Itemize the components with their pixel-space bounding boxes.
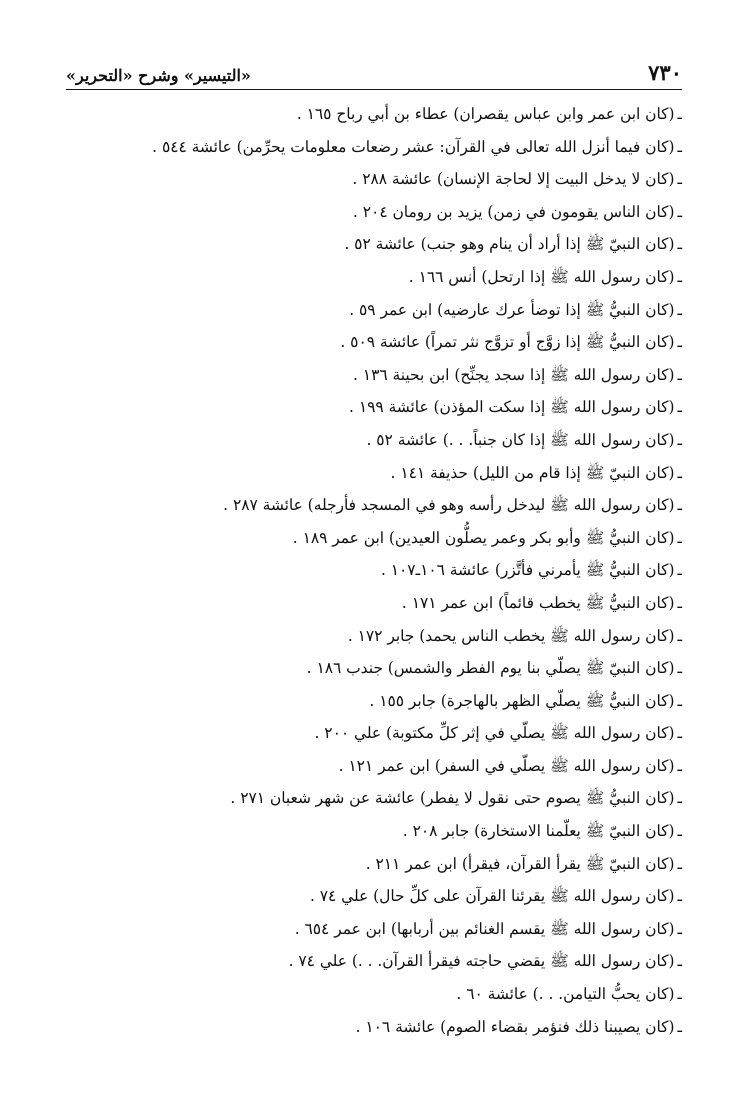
entry-dash: ـ [677, 105, 682, 123]
entry-text: (كان رسول الله ﷺ ليدخل رأسه وهو في المسجد فأرجله) عائشة ٢٨٧ . [223, 496, 675, 515]
entry-dash: ـ [677, 528, 682, 547]
entry-dash: ـ [677, 593, 682, 612]
index-entry [60, 424, 682, 457]
entry-dash: ـ [677, 235, 682, 254]
entry-dash: ـ [677, 919, 682, 938]
index-entry [60, 457, 682, 490]
index-entry [60, 196, 682, 229]
index-entry [60, 294, 682, 327]
entry-text: (كان النبيّ ﷺ يعلّمنا الاستخارة) جابر ٢٠٨ . [402, 822, 675, 841]
index-entry [60, 1011, 682, 1044]
hadith-index-list [60, 98, 682, 1043]
entry-dash: ـ [677, 822, 682, 841]
entry-dash: ـ [677, 887, 682, 906]
entry-text: (كان رسول الله ﷺ يصلّي في إثر كلِّ مكتوبة) علي ٢٠٠ . [314, 724, 675, 743]
entry-text: (كان النبيُّ ﷺ يأمرني فأتَّزر) عائشة ١٠٦ـ١٠٧ . [380, 561, 675, 580]
entry-text: (كان رسول الله ﷺ إذا ارتحل) أنس ١٦٦ . [408, 267, 675, 286]
entry-text: (كان الناس يقومون في زمن) يزيد بن رومان ٢٠٤ . [352, 202, 675, 221]
index-entry [60, 620, 682, 653]
entry-dash: ـ [677, 1017, 682, 1036]
index-entry [60, 98, 682, 131]
entry-dash: ـ [677, 333, 682, 352]
entry-dash: ـ [677, 398, 682, 417]
entry-dash: ـ [677, 724, 682, 743]
index-entry [60, 652, 682, 685]
entry-dash: ـ [677, 170, 682, 189]
entry-text: (كان رسول الله ﷺ يصلّي في السفر) ابن عمر ١٢١ . [338, 756, 675, 775]
entry-dash: ـ [677, 756, 682, 775]
entry-dash: ـ [677, 789, 682, 808]
entry-text: (كان فيما أنزل الله تعالى في القرآن: عشر رضعات معلومات يحرِّمن) عائشة ٥٤٤ . [152, 137, 675, 156]
entry-text: (كان رسول الله ﷺ يقضي حاجته فيقرأ القرآن. . .) علي ٧٤ . [288, 952, 675, 971]
entry-dash: ـ [677, 430, 682, 449]
index-entry [60, 554, 682, 587]
entry-dash: ـ [677, 496, 682, 515]
index-entry [60, 163, 682, 196]
entry-text: (كان النبيّ ﷺ يقرأ القرآن، فيقرأ) ابن عمر ٢١١ . [365, 854, 675, 873]
entry-text: (كان النبيُّ ﷺ إذا زوَّج أو تزوَّج نثر تمراً) عائشة ٥٠٩ . [340, 333, 675, 352]
entry-dash: ـ [677, 300, 682, 319]
index-entry [60, 131, 682, 164]
index-entry [60, 489, 682, 522]
entry-text: (كان النبيُّ ﷺ وأبو بكر وعمر يصلُّون العيدين) ابن عمر ١٨٩ . [292, 528, 675, 547]
entry-text: (كان رسول الله ﷺ إذا كان جنباً. . .) عائشة ٥٢ . [366, 430, 675, 449]
entry-text: (كان النبيّ ﷺ إذا أراد أن ينام وهو جنب) عائشة ٥٢ . [344, 235, 675, 254]
book-title: «التيسير» وشرح «التحرير» [66, 66, 251, 85]
entry-text: (كان النبيُّ ﷺ يصلّي الظهر بالهاجرة) جابر ١٥٥ . [369, 691, 675, 710]
index-entry [60, 750, 682, 783]
index-entry [60, 261, 682, 294]
index-entry [60, 978, 682, 1011]
index-entry [60, 522, 682, 555]
entry-text: (كان ابن عمر وابن عباس يقصران) عطاء بن أبي رباح ١٦٥ . [296, 105, 675, 123]
entry-text: (كان رسول الله ﷺ يخطب الناس يحمد) جابر ١٧٢ . [347, 626, 675, 645]
index-entry [60, 685, 682, 718]
entry-text: (كان لا يدخل البيت إلا لحاجة الإنسان) عائشة ٢٨٨ . [352, 170, 675, 189]
entry-text: (كان رسول الله ﷺ يقسم الغنائم بين أربابها) ابن عمر ٦٥٤ . [294, 919, 675, 938]
entry-dash: ـ [677, 365, 682, 384]
entry-dash: ـ [677, 691, 682, 710]
entry-dash: ـ [677, 137, 682, 156]
index-entry [60, 359, 682, 392]
entry-text: (كان النبيُّ ﷺ يصوم حتى نقول لا يفطر) عائشة عن شهر شعبان ٢٧١ . [230, 789, 675, 808]
entry-text: (كان النبيُّ ﷺ إذا توضأ عرك عارضيه) ابن عمر ٥٩ . [349, 300, 675, 319]
index-entry [60, 782, 682, 815]
entry-dash: ـ [677, 659, 682, 678]
entry-text: (كان يصيبنا ذلك فنؤمر بقضاء الصوم) عائشة ١٠٦ . [355, 1017, 675, 1036]
page-number: ٧٣٠ [648, 60, 682, 85]
entry-dash: ـ [677, 463, 682, 482]
entry-text: (كان النبيُّ ﷺ يخطب قائماً) ابن عمر ١٧١ . [401, 593, 675, 612]
entry-dash: ـ [677, 561, 682, 580]
index-entry [60, 945, 682, 978]
index-entry [60, 326, 682, 359]
entry-text: (كان رسول الله ﷺ إذا سجد يجنِّح) ابن بحينة ١٣٦ . [353, 365, 675, 384]
entry-text: (كان يحبُّ التيامن. . .) عائشة ٦٠ . [456, 985, 675, 1004]
entry-dash: ـ [677, 854, 682, 873]
index-entry [60, 913, 682, 946]
entry-text: (كان رسول الله ﷺ إذا سكت المؤذن) عائشة ١٩٩ . [349, 398, 675, 417]
index-entry [60, 717, 682, 750]
entry-text: (كان رسول الله ﷺ يقرئنا القرآن على كلِّ حال) علي ٧٤ . [309, 887, 675, 906]
index-entry [60, 228, 682, 261]
index-entry [60, 848, 682, 881]
running-header [66, 52, 682, 90]
index-entry [60, 587, 682, 620]
entry-dash: ـ [677, 267, 682, 286]
entry-text: (كان النبيّ ﷺ إذا قام من الليل) حذيفة ١٤١ . [390, 463, 675, 482]
index-entry [60, 391, 682, 424]
entry-dash: ـ [677, 626, 682, 645]
entry-dash: ـ [677, 952, 682, 971]
entry-dash: ـ [677, 985, 682, 1004]
index-entry [60, 880, 682, 913]
entry-text: (كان النبيّ ﷺ يصلّي بنا يوم الفطر والشمس) جندب ١٨٦ . [306, 659, 675, 678]
entry-dash: ـ [677, 202, 682, 221]
index-entry [60, 815, 682, 848]
